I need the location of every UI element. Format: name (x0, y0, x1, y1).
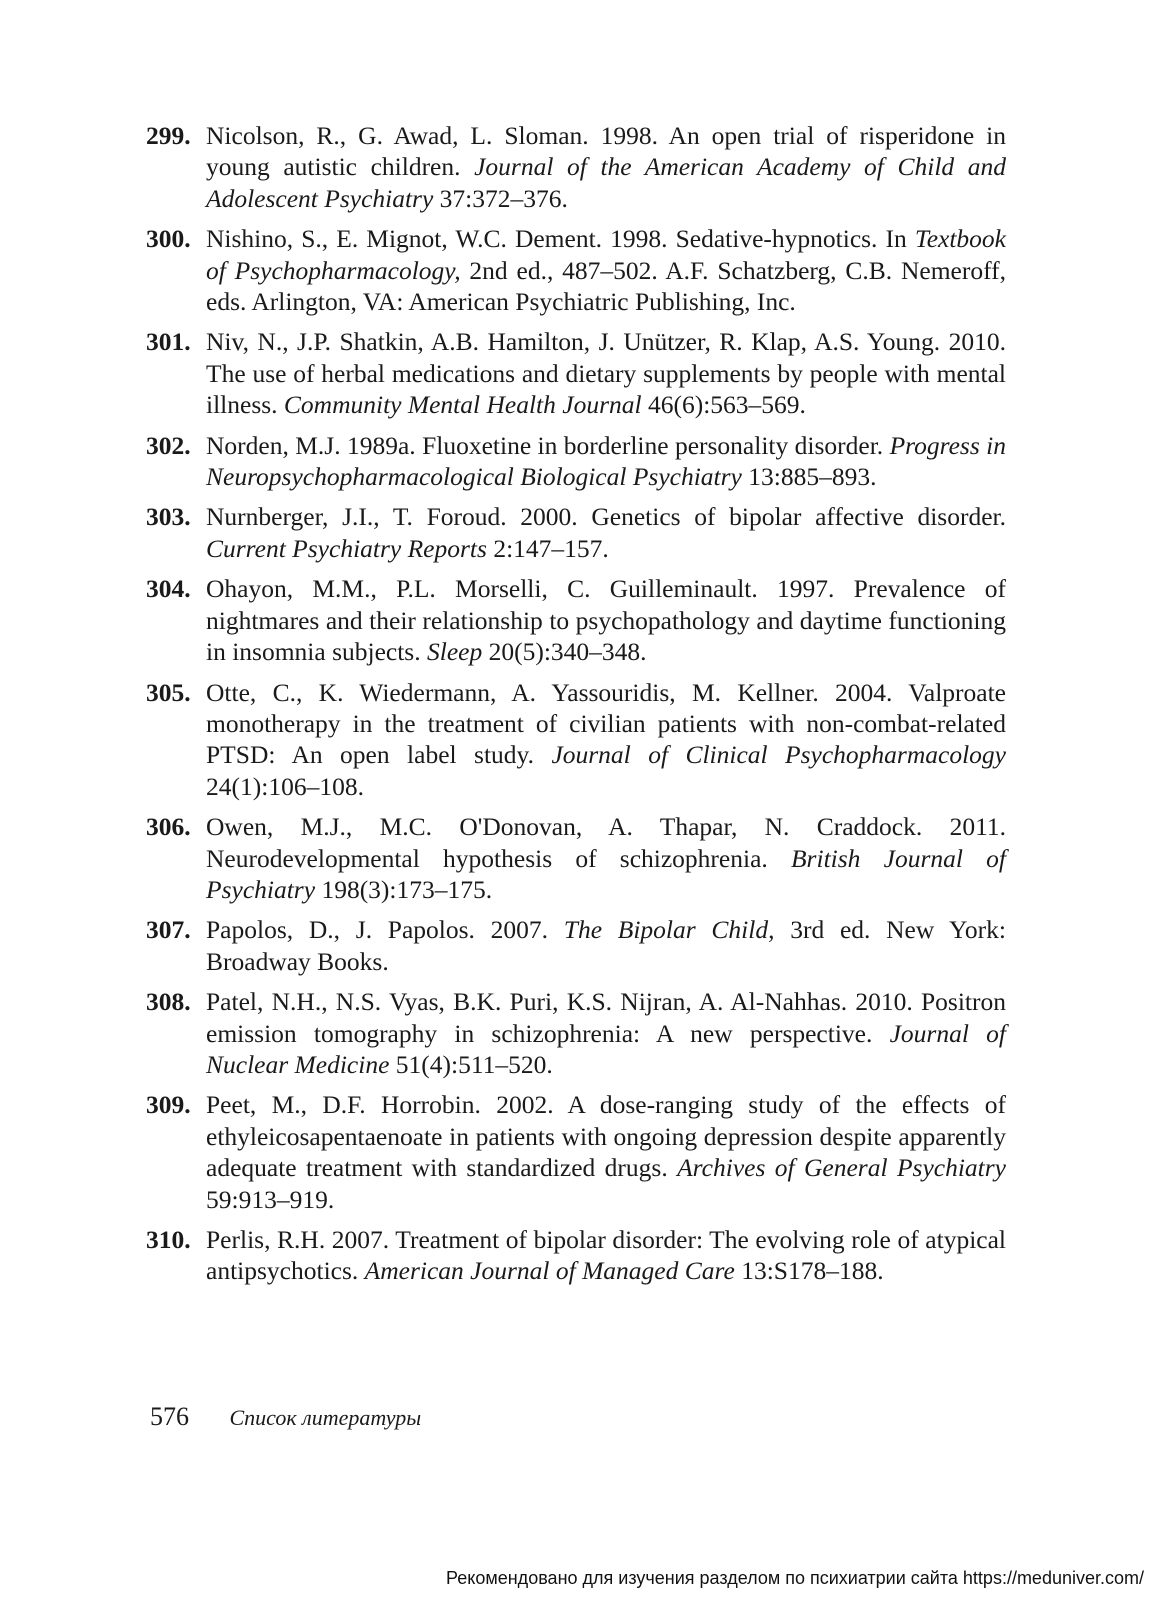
reference-source: Sleep (426, 637, 483, 667)
reference-item (146, 986, 1006, 1080)
reference-details: 3rd ed. New York: Broadway Books. (206, 915, 1006, 976)
reference-source: Archives of General Psychiatry (677, 1153, 1007, 1183)
reference-list (146, 120, 1006, 1296)
reference-authors: Papolos, D., J. Papolos. 2007. (206, 915, 564, 945)
reference-item (146, 120, 1006, 214)
reference-number: 299. (146, 121, 191, 150)
reference-item (146, 326, 1006, 420)
reference-source: American Journal of Managed Care (364, 1256, 735, 1286)
reference-item (146, 501, 1006, 564)
reference-number: 301. (146, 327, 191, 357)
reference-number: 303. (146, 502, 191, 532)
reference-item (146, 811, 1006, 905)
reference-authors: Patel, N.H., N.S. Vyas, B.K. Puri, K.S. Nijran, A. Al-Nahhas. 2010. Positron emission tomography in schizophrenia: A new perspective. (206, 987, 1006, 1048)
reference-source: Current Psychiatry Reports (206, 533, 487, 563)
reference-details: 59:913–919. (206, 1184, 335, 1214)
reference-authors: Norden, M.J. 1989a. Fluoxetine in borderline personality disorder. (206, 430, 890, 460)
reference-item (146, 1089, 1006, 1215)
reference-source: Textbook of Psychopharmacology, (206, 224, 1006, 285)
page-footer (150, 1402, 421, 1432)
reference-source: British Journal of Psychiatry (206, 843, 1006, 904)
reference-item (146, 1224, 1006, 1287)
reference-details: 2nd ed., 487–502. A.F. Schatzberg, C.B. Nemeroff, eds. Arlington, VA: American Psychiatric Publishing, Inc. (206, 255, 1006, 317)
page-number: 576 (150, 1402, 189, 1431)
reference-source: Journal of the American Academy of Child and Adolescent Psychiatry (206, 152, 1006, 213)
reference-details: 198(3):173–175. (315, 874, 493, 904)
reference-number: 307. (146, 915, 191, 945)
reference-source: Journal of Clinical Psychopharmacology (551, 740, 1006, 770)
reference-item (146, 914, 1006, 977)
reference-number: 305. (146, 677, 191, 707)
reference-number: 306. (146, 812, 191, 842)
reference-authors: Niv, N., J.P. Shatkin, A.B. Hamilton, J. Unützer, R. Klap, A.S. Young. 2010. The use of herbal medications and dietary supplements by people with mental illness. (206, 327, 1006, 420)
reference-number: 309. (146, 1090, 191, 1120)
reference-source: Community Mental Health Journal (283, 390, 642, 420)
reference-source: Progress in Neuropsychopharmacological Biological Psychiatry (206, 430, 1007, 492)
reference-source: Journal of Nuclear Medicine (206, 1018, 1006, 1079)
reference-details: 37:372–376. (433, 183, 568, 213)
reference-details: 24(1):106–108. (206, 771, 364, 801)
reference-authors: Nishino, S., E. Mignot, W.C. Dement. 1998. Sedative-hypnotics. In (206, 224, 915, 254)
running-title: Список литературы (229, 1405, 422, 1430)
reference-number: 310. (146, 1225, 191, 1254)
reference-details: 46(6):563–569. (641, 390, 806, 420)
reference-authors: Ohayon, M.M., P.L. Morselli, C. Guilleminault. 1997. Prevalence of nightmares and their relationship to psychopathology and daytime functioning in insomnia subjects. (206, 574, 1006, 667)
reference-number: 308. (146, 987, 191, 1017)
reference-authors: Nurnberger, J.I., T. Foroud. 2000. Genetics of bipolar affective disorder. (206, 502, 1006, 532)
reference-authors: Owen, M.J., M.C. O'Donovan, A. Thapar, N. Craddock. 2011. Neurodevelopmental hypothesis of schizophrenia. (206, 812, 1006, 873)
reference-details: 51(4):511–520. (389, 1049, 553, 1079)
reference-details: 13:S178–188. (734, 1256, 884, 1286)
reference-number: 300. (146, 224, 191, 254)
reference-details: 13:885–893. (741, 462, 877, 492)
reference-item (146, 430, 1006, 493)
reference-item (146, 573, 1006, 667)
reference-details: 20(5):340–348. (482, 637, 647, 667)
reference-details: 2:147–157. (486, 533, 609, 563)
site-watermark: Рекомендовано для изучения разделом по психиатрии сайта https://meduniver.com/ (446, 1568, 1144, 1588)
reference-authors: Nicolson, R., G. Awad, L. Sloman. 1998. An open trial of risperidone in young autistic children. (206, 121, 1006, 182)
reference-number: 302. (146, 430, 191, 460)
reference-item (146, 677, 1006, 803)
reference-item (146, 223, 1006, 317)
reference-authors: Peet, M., D.F. Horrobin. 2002. A dose-ranging study of the effects of ethyleicosapentaenoate in patients with ongoing depression despite apparently adequate treatment with standardized drugs. (206, 1090, 1006, 1183)
reference-authors: Otte, C., K. Wiedermann, A. Yassouridis, M. Kellner. 2004. Valproate monotherapy in the treatment of civilian patients with non-combat-related PTSD: An open label study. (206, 677, 1006, 770)
reference-number: 304. (146, 574, 191, 604)
reference-authors: Perlis, R.H. 2007. Treatment of bipolar disorder: The evolving role of atypical antipsychotics. (206, 1225, 1006, 1286)
reference-source: The Bipolar Child, (563, 915, 775, 945)
